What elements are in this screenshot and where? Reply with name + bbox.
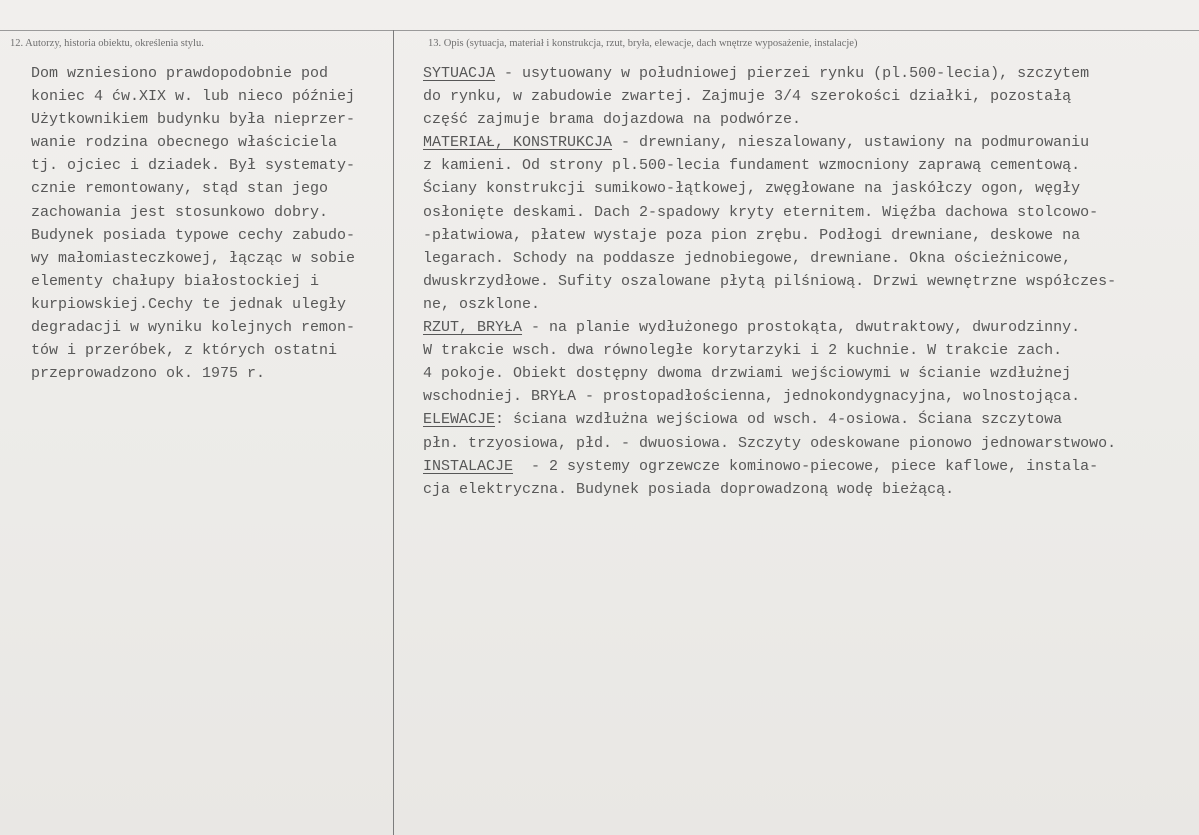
text-line: tów i przeróbek, z których ostatni	[31, 342, 338, 360]
text-line: wanie rodzina obecnego właściciela	[31, 134, 338, 152]
line-text: ne, oszklone.	[423, 295, 541, 313]
line-text: - usytuowany w południowej pierzei rynku (pl.500-lecia), szczytem	[495, 65, 1090, 82]
line-text: Ściany konstrukcji sumikowo-łątkowej, zwęgłowane na jaskółczy ogon, węgły	[423, 180, 1081, 198]
text-line: elementy chałupy białostockiej i	[31, 272, 320, 290]
text-line: koniec 4 ćw.XIX w. lub nieco później	[31, 88, 356, 106]
text-line	[423, 478, 1193, 501]
section-heading: MATERIAŁ, KONSTRUKCJA	[423, 134, 613, 152]
text-line: zachowania jest stosunkowo dobry.	[31, 203, 329, 221]
text-line: kurpiowskiej.Cechy te jednak uległy	[31, 295, 347, 313]
section-heading: ELEWACJE	[423, 411, 496, 429]
text-line	[423, 247, 1193, 270]
text-line	[423, 385, 1193, 408]
text-line: wy małomiasteczkowej, łącząc w sobie	[31, 249, 356, 267]
line-text: 4 pokoje. Obiekt dostępny dwoma drzwiami wejściowymi w ścianie wzdłużnej	[423, 365, 1072, 383]
line-text: - drewniany, nieszalowany, ustawiony na podmurowaniu	[612, 134, 1090, 152]
text-line	[423, 224, 1193, 247]
section-heading: RZUT, BRYŁA	[423, 319, 523, 337]
text-line: przeprowadzono ok. 1975 r.	[31, 365, 266, 383]
text-line	[423, 339, 1193, 362]
description-text	[423, 62, 1193, 501]
history-text	[31, 62, 391, 385]
text-line	[423, 432, 1193, 455]
text-line	[423, 408, 1193, 431]
text-line	[423, 201, 1193, 224]
text-line: Dom wzniesiono prawdopodobnie pod	[31, 65, 329, 82]
line-text: osłonięte deskami. Dach 2-spadowy kryty eternitem. Więźba dachowa stolcowo-	[423, 203, 1099, 221]
text-line	[423, 108, 1193, 131]
line-text: wschodniej. BRYŁA - prostopadłościenna, jednokondygnacyjna, wolnostojąca.	[423, 388, 1081, 406]
line-text: - na planie wydłużonego prostokąta, dwutraktowy, dwurodzinny.	[522, 319, 1081, 337]
header-rule	[0, 30, 1199, 31]
line-text: cja elektryczna. Budynek posiada doprowadzoną wodę bieżącą.	[423, 480, 955, 498]
text-line	[423, 177, 1193, 200]
line-text: -płatwiowa, płatew wystaje poza pion zrębu. Podłogi drewniane, deskowe na	[423, 226, 1081, 244]
column-divider	[393, 30, 394, 835]
line-text: z kamieni. Od strony pl.500-lecia fundament wzmocniony zaprawą cementową.	[423, 157, 1081, 175]
text-line: Użytkownikiem budynku była nieprzer-	[31, 111, 356, 129]
line-text: legarach. Schody na poddasze jednobiegowe, drewniane. Okna ościeżnicowe,	[423, 249, 1072, 267]
section-heading: INSTALACJE	[423, 457, 514, 475]
line-text: do rynku, w zabudowie zwartej. Zajmuje 3/4 szerokości działki, pozostałą	[423, 88, 1072, 106]
text-line	[423, 154, 1193, 177]
line-text: dwuskrzydłowe. Sufity oszalowane płytą pilśniową. Drzwi wewnętrzne współczes-	[423, 272, 1117, 290]
text-line: tj. ojciec i dziadek. Był systematy-	[31, 157, 356, 175]
text-line	[423, 293, 1193, 316]
text-line: cznie remontowany, stąd stan jego	[31, 180, 329, 198]
section-12-header: 12. Autorzy, historia obiektu, określenia stylu.	[10, 38, 204, 49]
section-13-header: 13. Opis (sytuacja, materiał i konstrukcja, rzut, bryła, elewacje, dach wnętrze wyposażenie, instalacje)	[428, 38, 858, 49]
line-text: część zajmuje brama dojazdowa na podwórze.	[423, 111, 802, 129]
text-line	[423, 362, 1193, 385]
text-line	[423, 270, 1193, 293]
text-line	[423, 85, 1193, 108]
line-text: - 2 systemy ogrzewcze kominowo-piecowe, piece kaflowe, instala-	[513, 457, 1099, 475]
text-line	[423, 316, 1193, 339]
text-line: Budynek posiada typowe cechy zabudo-	[31, 226, 356, 244]
text-line	[423, 62, 1193, 85]
text-line	[423, 455, 1193, 478]
line-text: W trakcie wsch. dwa równoległe korytarzyki i 2 kuchnie. W trakcie zach.	[423, 342, 1063, 360]
text-line: degradacji w wyniku kolejnych remon-	[31, 319, 356, 337]
line-text: płn. trzyosiowa, płd. - dwuosiowa. Szczyty odeskowane pionowo jednowarstwowo.	[423, 434, 1117, 452]
line-text: : ściana wzdłużna wejściowa od wsch. 4-osiowa. Ściana szczytowa	[495, 411, 1063, 429]
text-line	[423, 131, 1193, 154]
section-heading: SYTUACJA	[423, 65, 496, 82]
